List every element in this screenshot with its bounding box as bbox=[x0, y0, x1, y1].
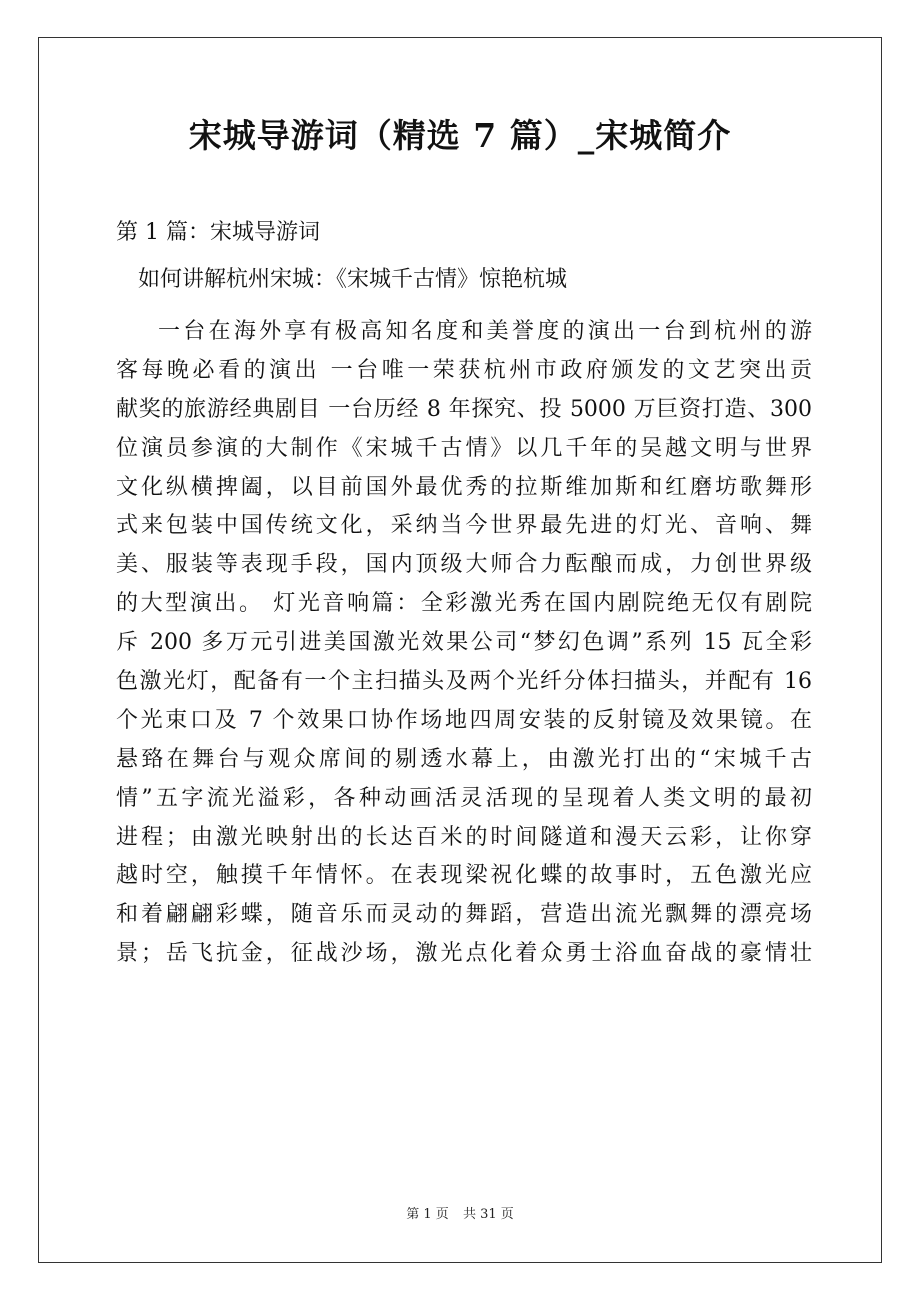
body-line: 景；岳飞抗金，征战沙场，激光点化着众勇士浴血奋战的豪情壮 bbox=[116, 941, 812, 967]
body-line: 进程；由激光映射出的长达百米的时间隧道和漫天云彩，让你穿 bbox=[116, 824, 812, 850]
body-line: 个光束口及 7 个效果口协作场地四周安装的反射镜及效果镜。在 bbox=[116, 707, 812, 733]
page-footer bbox=[0, 1205, 920, 1225]
page-number: 第 1 页 bbox=[406, 1207, 449, 1222]
body-line: 和着翩翩彩蝶，随音乐而灵动的舞蹈，营造出流光飘舞的漂亮场 bbox=[116, 902, 812, 928]
body-line: 斥 200 多万元引进美国激光效果公司“梦幻色调”系列 15 瓦全彩 bbox=[116, 630, 812, 656]
body-line: 位演员参演的大制作《宋城千古情》以几千年的吴越文明与世界 bbox=[116, 435, 812, 461]
body-line: 美、服装等表现手段，国内顶级大师合力酝酿而成，力创世界级 bbox=[116, 552, 812, 578]
body-line: 色激光灯，配备有一个主扫描头及两个光纤分体扫描头，并配有 16 bbox=[116, 669, 812, 695]
body-line: 情”五字流光溢彩，各种动画活灵活现的呈现着人类文明的最初 bbox=[116, 785, 812, 811]
body-line: 客每晚必看的演出 一台唯一荣获杭州市政府颁发的文艺突出贡 bbox=[116, 357, 812, 383]
body-paragraph bbox=[116, 313, 812, 974]
body-line: 献奖的旅游经典剧目 一台历经 8 年探究、投 5000 万巨资打造、300 bbox=[116, 396, 812, 422]
page-total: 共 31 页 bbox=[462, 1207, 514, 1222]
body-line: 悬臵在舞台与观众席间的剔透水幕上，由激光打出的“宋城千古 bbox=[116, 746, 812, 772]
body-line: 越时空，触摸千年情怀。在表现梁祝化蝶的故事时，五色激光应 bbox=[116, 863, 812, 889]
body-line: 的大型演出。 灯光音响篇：全彩激光秀在国内剧院绝无仅有剧院 bbox=[116, 591, 812, 617]
body-line: 文化纵横捭阖，以目前国外最优秀的拉斯维加斯和红磨坊歌舞形 bbox=[116, 474, 812, 500]
body-line: 式来包装中国传统文化，采纳当今世界最先进的灯光、音响、舞 bbox=[116, 513, 812, 539]
document-title: 宋城导游词（精选 7 篇）_宋城简介 bbox=[188, 116, 732, 155]
section-heading: 第 1 篇：宋城导游词 bbox=[116, 220, 320, 245]
article-subheading: 如何讲解杭州宋城：《宋城千古情》惊艳杭城 bbox=[138, 267, 568, 292]
body-line: 一台在海外享有极高知名度和美誉度的演出一台到杭州的游 bbox=[158, 319, 812, 344]
